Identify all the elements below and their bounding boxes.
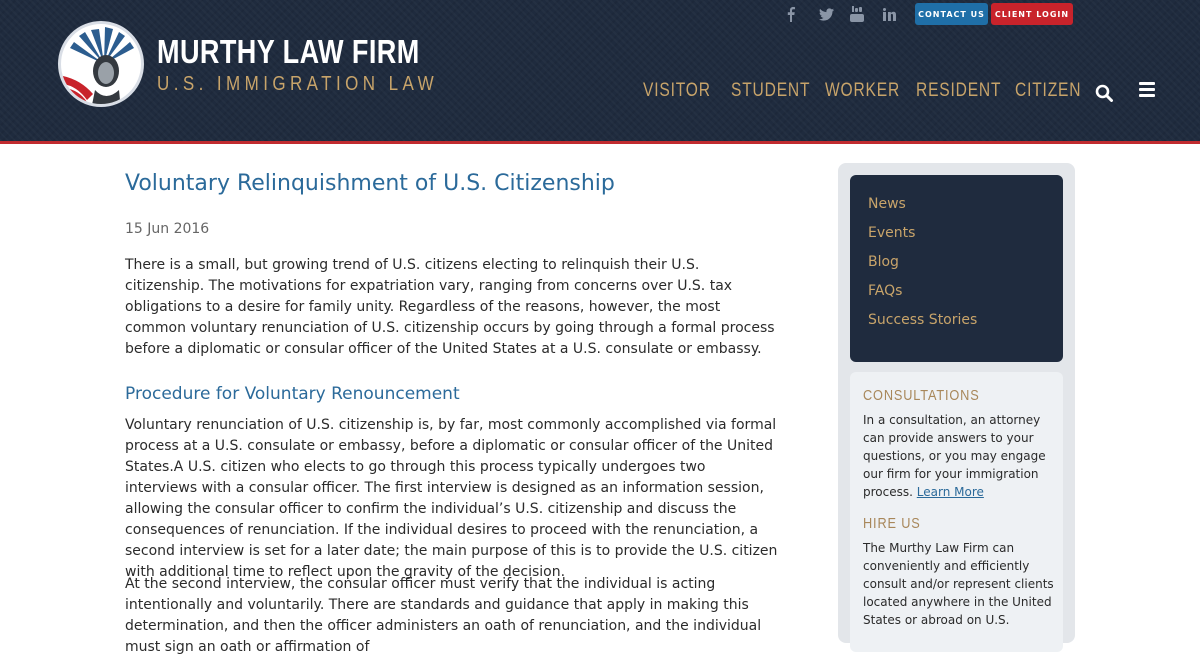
consultations-text: [863, 411, 1055, 501]
logo-emblem[interactable]: [58, 21, 144, 107]
hire-us-text: The Murthy Law Firm can conveniently and efficiently consult and/or represent clients located anywhere in the United States or abroad on U.S.: [863, 541, 1054, 627]
sidebar-link-faqs[interactable]: FAQs: [868, 283, 903, 299]
hire-us-heading: HIRE US: [863, 515, 921, 532]
section-heading: Procedure for Voluntary Renouncement: [125, 384, 460, 404]
sidebar-link-events[interactable]: Events: [868, 225, 916, 241]
facebook-icon[interactable]: [783, 5, 799, 23]
sidebar-link-success-stories[interactable]: Success Stories: [868, 312, 978, 328]
youtube-icon[interactable]: [849, 5, 865, 23]
article-title: Voluntary Relinquishment of U.S. Citizenship: [125, 171, 615, 196]
article-paragraph: At the second interview, the consular officer must verify that the individual is acting intentionally and voluntarily. There are standards and guidance that apply in making this determination, and then the officer administers an oath of renunciation, and the individual must sign an oath or affirmation of: [125, 576, 762, 655]
nav-item-worker[interactable]: WORKER: [825, 80, 901, 101]
nav-item-visitor[interactable]: VISITOR: [643, 80, 711, 101]
brand-tagline: U.S. IMMIGRATION LAW: [157, 73, 439, 95]
article-date: 15 Jun 2016: [125, 221, 210, 237]
brand-name[interactable]: MURTHY LAW FIRM: [157, 33, 420, 70]
consultations-heading: CONSULTATIONS: [863, 387, 980, 404]
sidebar-link-news[interactable]: News: [868, 196, 906, 212]
article-intro: There is a small, but growing trend of U.S. citizens electing to relinquish their U.S. citizenship. The motivations for expatriation vary, ranging from concerns over U.S. tax obligations to a desire for family unity. Regardless of the reasons, however, the most common voluntary renunciation of U.S. citizenship occurs by going through a formal process before a diplomatic or consular officer of the United States at a U.S. consulate or embassy.: [125, 257, 775, 357]
twitter-icon[interactable]: [817, 5, 835, 23]
contact-us-button[interactable]: CONTACT US: [915, 3, 988, 25]
search-icon[interactable]: [1095, 84, 1113, 102]
menu-icon[interactable]: [1139, 82, 1155, 98]
client-login-button[interactable]: CLIENT LOGIN: [991, 3, 1073, 25]
nav-item-citizen[interactable]: CITIZEN: [1015, 80, 1082, 101]
article-paragraph: Voluntary renunciation of U.S. citizenship is, by far, most commonly accomplished via formal process at a U.S. consulate or embassy, before a diplomatic or consular officer of the United States.A U.S. citizen who elects to go through this process typically undergoes two interviews with a consular officer. The first interview is designed as an information session, allowing the consular officer to confirm the individual’s U.S. citizenship and discuss the consequences of renunciation. If the individual desires to proceed with the renunciation, a second interview is set for a later date; the main purpose of this is to provide the U.S. citizen with additional time to reflect upon the gravity of the decision.: [125, 417, 778, 580]
nav-item-resident[interactable]: RESIDENT: [916, 80, 1002, 101]
header-divider: [0, 141, 1200, 144]
learn-more-link[interactable]: Learn More: [916, 485, 984, 499]
linkedin-icon[interactable]: [881, 5, 897, 23]
consultations-body: In a consultation, an attorney can provide answers to your questions, or you may engage our firm for your immigration process.: [863, 413, 1046, 499]
sidebar-link-blog[interactable]: Blog: [868, 254, 899, 270]
nav-item-student[interactable]: STUDENT: [731, 80, 811, 101]
